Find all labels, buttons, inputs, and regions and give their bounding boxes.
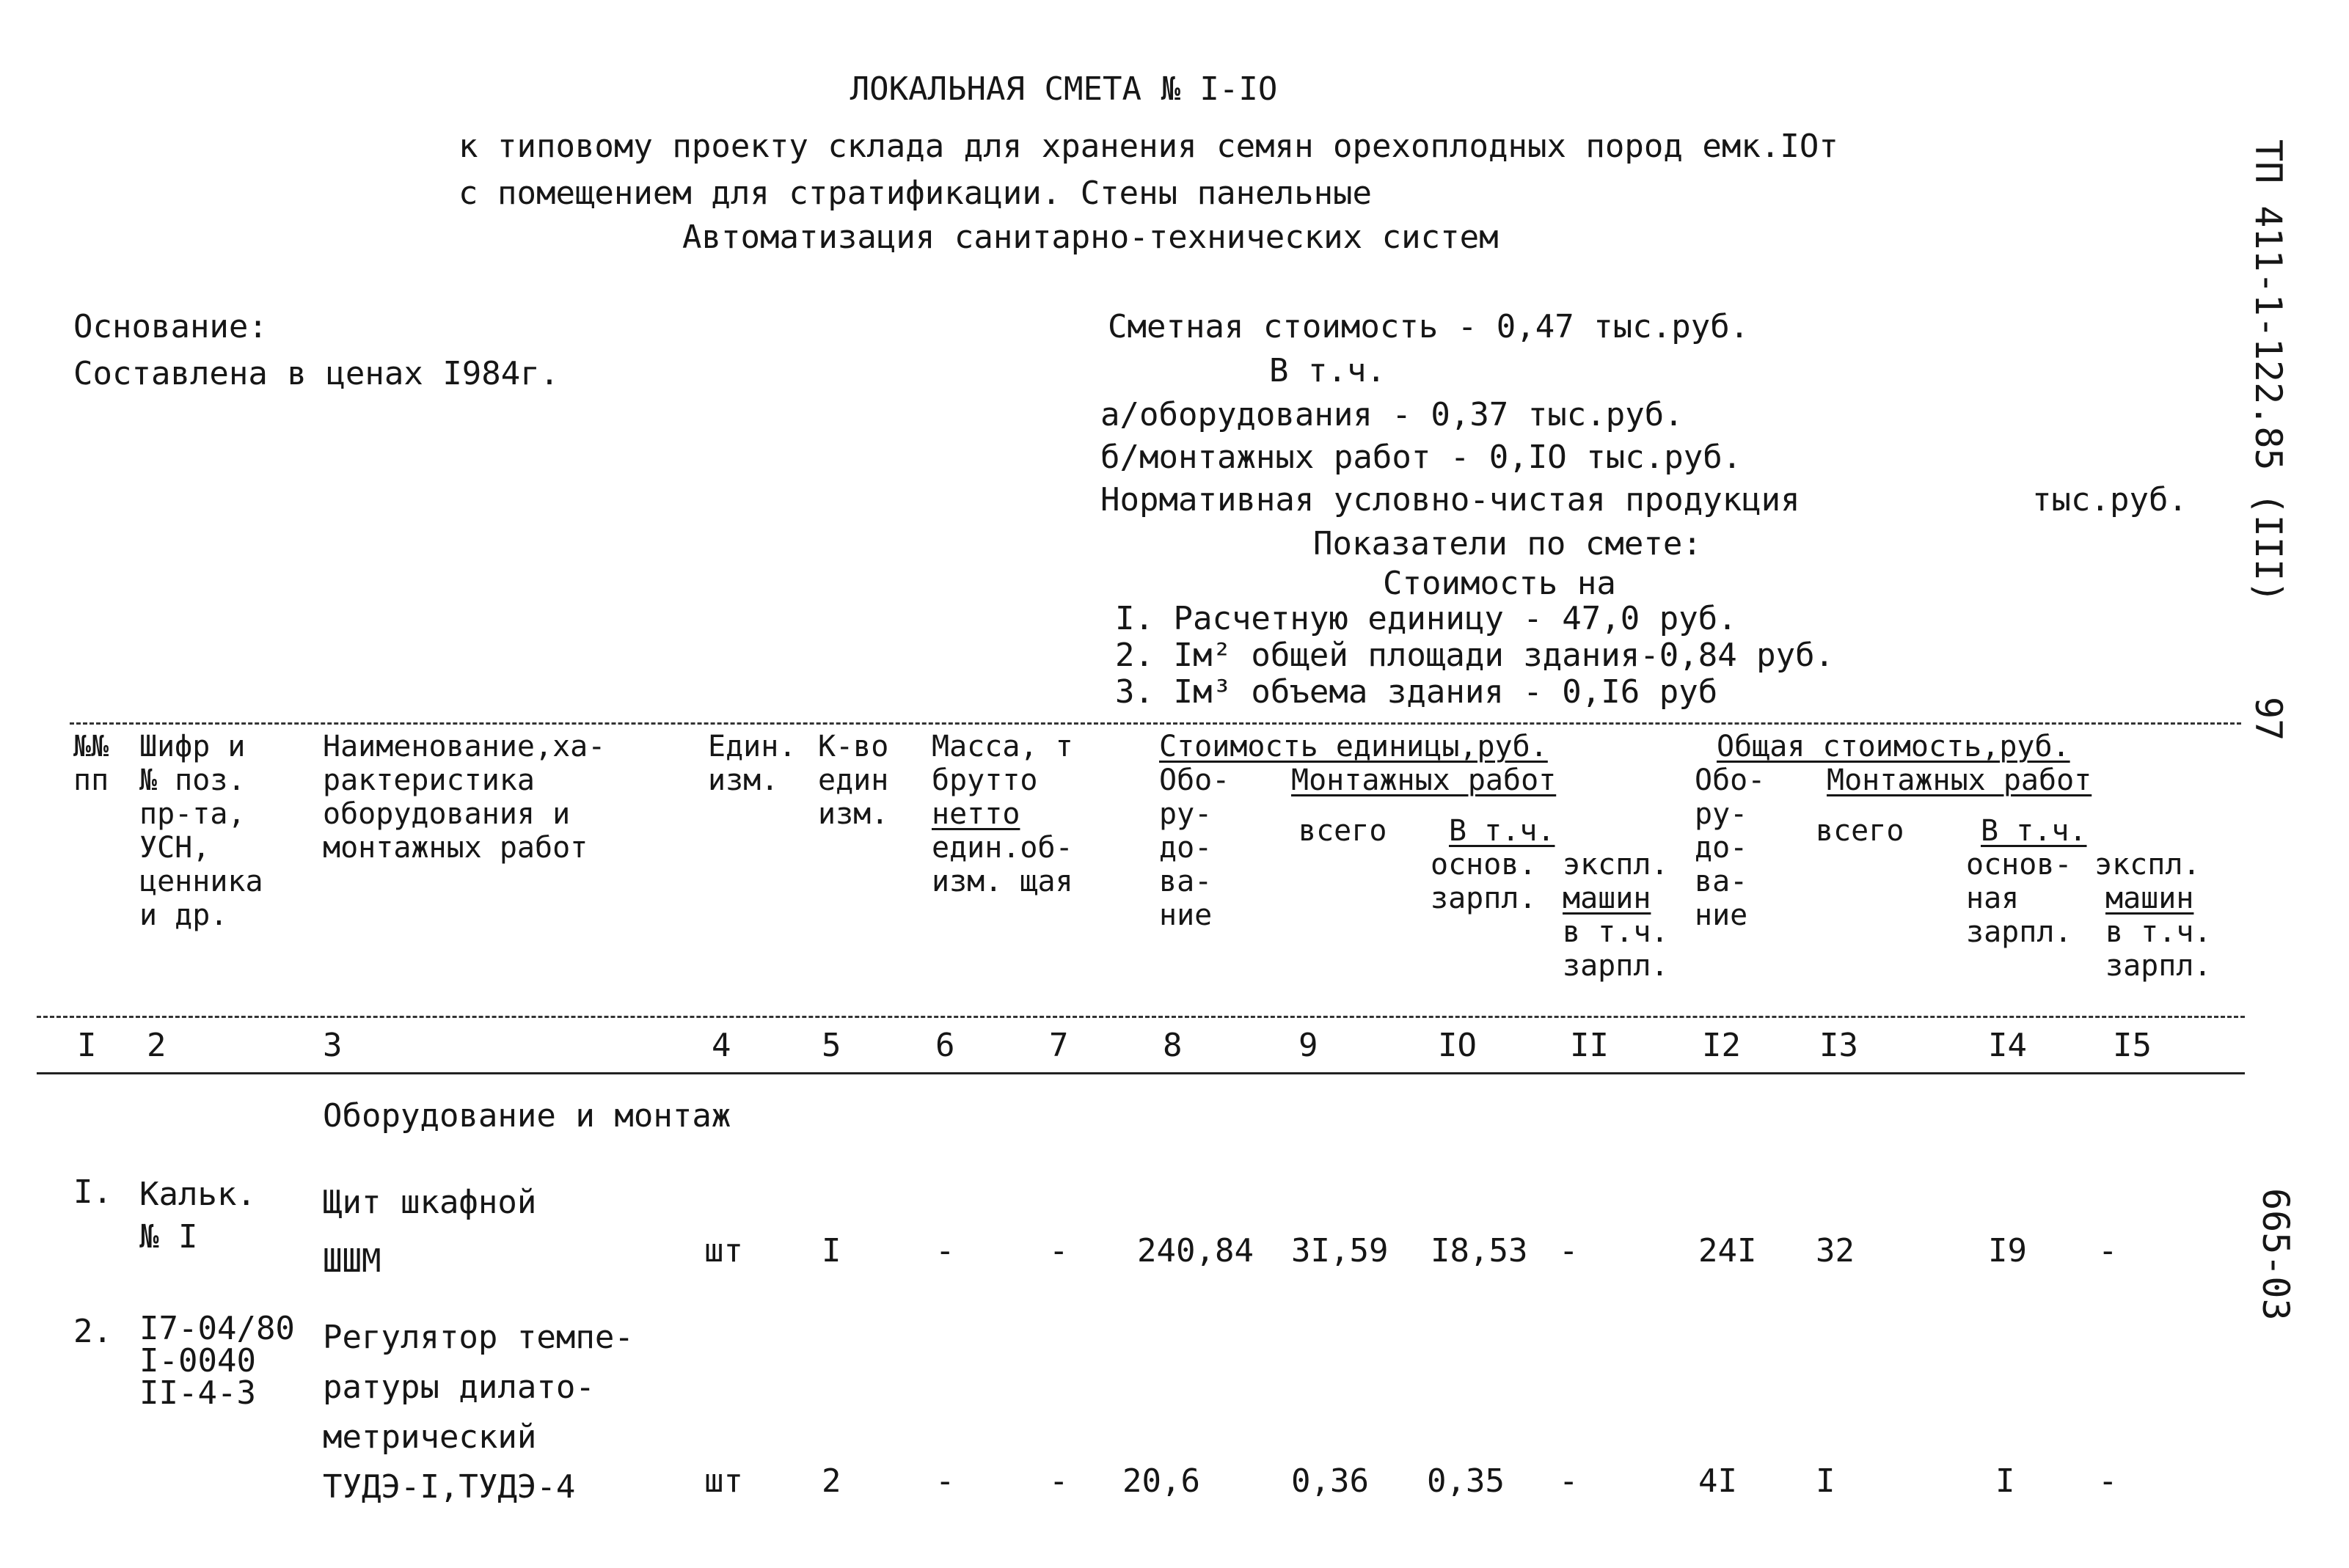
row-2-install-wage: 0,35 [1427,1462,1505,1500]
subtitle-line-1: к типовому проекту склада для хранения семян орехоплодных пород емк.IOт [459,128,1838,165]
row-1-wage-all: I9 [1988,1232,2027,1270]
header-row-number: №№ пп [73,730,109,797]
header-unit-incl: В т.ч. [1449,814,1555,848]
basis-label: Основание: [73,308,268,345]
header-bottom-rule [37,1016,2245,1018]
row-2-install-total: 0,36 [1291,1462,1369,1500]
row-1-install-all: 32 [1816,1232,1855,1270]
summary-install: б/монтажных работ - 0,IO тыс.руб. [1100,439,1742,476]
summary-indicators: Показатели по смете: [1313,525,1702,563]
col-number-6: 6 [935,1027,955,1064]
summary-indicator-3: 3. Iм³ объема здания - 0,I6 руб [1115,673,1718,711]
col-number-15: I5 [2113,1027,2152,1064]
col-number-11: II [1570,1027,1609,1064]
summary-incl: В т.ч. [1269,352,1386,389]
header-unit-install-total: всего [1298,814,1387,848]
header-total-machines: экспл. [2094,848,2201,882]
col-number-10: IO [1438,1027,1477,1064]
subtitle-line-2: с помещением для стратификации. Стены панельные [459,175,1373,212]
col-number-5: 5 [822,1027,841,1064]
summary-indicator-1: I. Расчетную единицу - 47,0 руб. [1115,600,1737,637]
document-title: ЛОКАЛЬНАЯ СМЕТА № I-IO [850,70,1278,108]
row-1-equipment-total: 24I [1698,1232,1757,1270]
table-top-rule [70,722,2241,725]
header-total-base-wage: основ- ная зарпл. [1966,848,2072,949]
row-2-code: I7-04/80 I-0040 II-4-3 [139,1310,295,1412]
header-unit-cost: Стоимость единицы,руб. [1159,730,1548,763]
row-2-install-machines: - [1559,1462,1579,1500]
col-number-12: I2 [1702,1027,1741,1064]
row-1-mass-total: - [1049,1232,1069,1270]
header-unit-machines-2: машин [1563,882,1651,915]
col-number-13: I3 [1819,1027,1858,1064]
header-unit: Един. изм. [708,730,797,797]
header-unit-base-wage: основ. зарпл. [1431,848,1537,915]
row-1-unit: шт [704,1232,743,1270]
header-unit-installation: Монтажных работ [1291,763,1557,797]
row-2-install-all: I [1816,1462,1835,1500]
row-2-quantity: 2 [822,1462,841,1500]
side-page-number: 97 [2247,697,2290,741]
row-1-name: Щит шкафной ШШМ [323,1184,537,1280]
header-total-incl: В т.ч. [1981,814,2087,848]
header-unit-equipment: Обо- ру- до- ва- ние [1159,763,1230,932]
row-1-mass-unit: - [935,1232,955,1270]
header-code: Шифр и № поз. пр-та, УСН, ценника и др. [139,730,263,932]
col-number-8: 8 [1163,1027,1183,1064]
header-quantity: К-во един изм. [818,730,889,831]
row-1-number: I. [73,1173,112,1211]
col-number-1: I [77,1027,97,1064]
header-mass-gross: брутто [932,763,1038,797]
header-total-install-total: всего [1816,814,1904,848]
summary-indicator-2: 2. Iм² общей площади здания-0,84 руб. [1115,637,1835,674]
row-2-wage-all: I [1995,1462,2015,1500]
summary-cost: Сметная стоимость - 0,47 тыс.руб. [1108,308,1750,345]
summary-normative-unit: тыс.руб. [2032,481,2188,519]
row-2-equipment-total: 4I [1698,1462,1737,1500]
header-unit-machines-wage: в т.ч. зарпл. [1563,915,1669,983]
row-1-install-wage: I8,53 [1431,1232,1528,1270]
header-total-equipment: Обо- ру- до- ва- ние [1695,763,1766,932]
summary-equipment: а/оборудования - 0,37 тыс.руб. [1100,396,1684,433]
header-name: Наименование,ха- рактеристика оборудования и монтажных работ [323,730,606,865]
section-heading: Оборудование и монтаж [323,1097,731,1135]
header-total-installation: Монтажных работ [1827,763,2092,797]
row-2-name: Регулятор темпе- ратуры дилато- метрический ТУДЭ-I,ТУДЭ-4 [323,1319,634,1506]
basis-prices: Составлена в ценах I984г. [73,355,560,392]
col-number-9: 9 [1298,1027,1318,1064]
col-number-14: I4 [1988,1027,2027,1064]
col-number-2: 2 [147,1027,167,1064]
col-number-4: 4 [712,1027,731,1064]
summary-cost-per: Стоимость на [1383,565,1616,602]
col-number-3: 3 [323,1027,343,1064]
header-total-machines-wage: в т.ч. зарпл. [2105,915,2212,983]
side-sheet-number: 665-03 [2254,1188,2297,1321]
row-1-install-total: 3I,59 [1291,1232,1389,1270]
subtitle-line-3: Автоматизация санитарно-технических систем [682,219,1499,256]
col-numbers-bottom-rule [37,1072,2245,1074]
row-2-machines-all: - [2098,1462,2118,1500]
header-mass-unit-total: един.об- изм. щая [932,831,1073,898]
row-1-equipment-unit: 240,84 [1137,1232,1254,1270]
row-2-equipment-unit: 20,6 [1122,1462,1200,1500]
header-total-cost: Общая стоимость,руб. [1717,730,2070,763]
row-2-mass-unit: - [935,1462,955,1500]
row-2-number: 2. [73,1313,112,1350]
side-project-code: ТП 411-1-122.85 (III) [2247,139,2290,604]
col-number-7: 7 [1049,1027,1069,1064]
header-unit-machines: экспл. [1563,848,1669,882]
row-1-code: Кальк. № I [139,1176,256,1256]
row-1-install-machines: - [1559,1232,1579,1270]
header-mass: Масса, т [932,730,1073,763]
row-2-unit: шт [704,1462,743,1500]
row-2-mass-total: - [1049,1462,1069,1500]
header-mass-net: нетто [932,797,1020,831]
summary-normative: Нормативная условно-чистая продукция [1100,481,1800,519]
row-1-machines-all: - [2098,1232,2118,1270]
row-1-quantity: I [822,1232,841,1270]
header-total-machines-2: машин [2105,882,2194,915]
